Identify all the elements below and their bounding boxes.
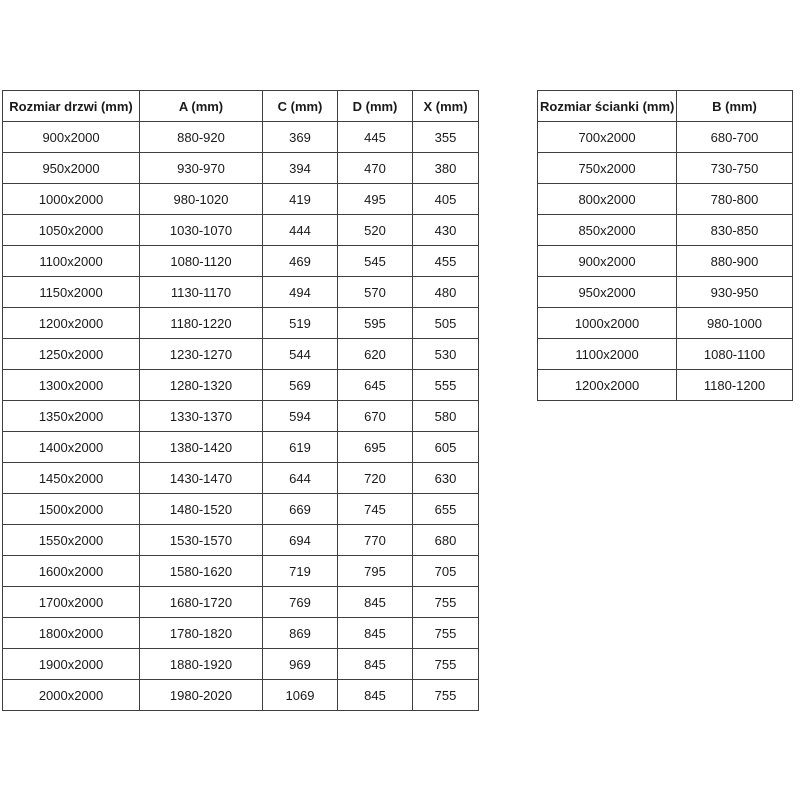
table-cell: 1980-2020: [140, 680, 263, 711]
table-cell: 880-900: [677, 246, 793, 277]
table-cell: 1430-1470: [140, 463, 263, 494]
table-cell: 630: [413, 463, 479, 494]
table-row: [3, 277, 479, 308]
header-row: [3, 91, 479, 122]
table-cell: 1880-1920: [140, 649, 263, 680]
table-row: [3, 401, 479, 432]
table-row: [538, 153, 793, 184]
table-row: [538, 277, 793, 308]
table-row: [3, 339, 479, 370]
table-cell: 755: [413, 618, 479, 649]
table-cell: 645: [338, 370, 413, 401]
table-cell: 580: [413, 401, 479, 432]
door-size-table: [2, 90, 479, 711]
table-cell: 730-750: [677, 153, 793, 184]
table-cell: 1100x2000: [538, 339, 677, 370]
table-row: [3, 649, 479, 680]
table-row: [3, 525, 479, 556]
table-cell: 470: [338, 153, 413, 184]
table-cell: 745: [338, 494, 413, 525]
table-row: [538, 339, 793, 370]
table-cell: 1380-1420: [140, 432, 263, 463]
table-cell: 755: [413, 587, 479, 618]
table-cell: 900x2000: [3, 122, 140, 153]
table-cell: 1100x2000: [3, 246, 140, 277]
column-header: Rozmiar ścianki (mm): [538, 91, 677, 122]
table-cell: 1550x2000: [3, 525, 140, 556]
table-cell: 520: [338, 215, 413, 246]
table-cell: 1400x2000: [3, 432, 140, 463]
column-header: X (mm): [413, 91, 479, 122]
table-cell: 1200x2000: [3, 308, 140, 339]
table-cell: 669: [263, 494, 338, 525]
table-cell: 1030-1070: [140, 215, 263, 246]
table-cell: 569: [263, 370, 338, 401]
table-cell: 1330-1370: [140, 401, 263, 432]
table-cell: 1530-1570: [140, 525, 263, 556]
table-cell: 695: [338, 432, 413, 463]
table-row: [3, 587, 479, 618]
table-row: [538, 122, 793, 153]
table-cell: 1130-1170: [140, 277, 263, 308]
table-cell: 1700x2000: [3, 587, 140, 618]
table-cell: 770: [338, 525, 413, 556]
table-cell: 480: [413, 277, 479, 308]
table-cell: 969: [263, 649, 338, 680]
table-cell: 495: [338, 184, 413, 215]
table-cell: 355: [413, 122, 479, 153]
column-header: Rozmiar drzwi (mm): [3, 91, 140, 122]
table-cell: 1050x2000: [3, 215, 140, 246]
table-cell: 1780-1820: [140, 618, 263, 649]
table-cell: 1300x2000: [3, 370, 140, 401]
table-cell: 755: [413, 680, 479, 711]
wall-size-table: [537, 90, 793, 401]
column-header: C (mm): [263, 91, 338, 122]
table-cell: 544: [263, 339, 338, 370]
table-cell: 950x2000: [3, 153, 140, 184]
table-row: [538, 370, 793, 401]
table-cell: 1350x2000: [3, 401, 140, 432]
table-cell: 705: [413, 556, 479, 587]
table-cell: 1500x2000: [3, 494, 140, 525]
table-cell: 1000x2000: [538, 308, 677, 339]
header-row: [538, 91, 793, 122]
table-row: [3, 246, 479, 277]
table-row: [3, 556, 479, 587]
table-cell: 1280-1320: [140, 370, 263, 401]
table-cell: 469: [263, 246, 338, 277]
table-row: [538, 246, 793, 277]
table-cell: 1200x2000: [538, 370, 677, 401]
table-cell: 755: [413, 649, 479, 680]
table-cell: 900x2000: [538, 246, 677, 277]
table-cell: 1000x2000: [3, 184, 140, 215]
table-cell: 719: [263, 556, 338, 587]
table-cell: 444: [263, 215, 338, 246]
table-cell: 619: [263, 432, 338, 463]
table-cell: 430: [413, 215, 479, 246]
column-header: B (mm): [677, 91, 793, 122]
table-cell: 455: [413, 246, 479, 277]
table-cell: 930-970: [140, 153, 263, 184]
table-cell: 930-950: [677, 277, 793, 308]
table-cell: 750x2000: [538, 153, 677, 184]
table-cell: 655: [413, 494, 479, 525]
table-row: [3, 432, 479, 463]
column-header: A (mm): [140, 91, 263, 122]
table-cell: 519: [263, 308, 338, 339]
table-cell: 694: [263, 525, 338, 556]
table-cell: 1450x2000: [3, 463, 140, 494]
table-cell: 1480-1520: [140, 494, 263, 525]
table-cell: 1150x2000: [3, 277, 140, 308]
table-cell: 644: [263, 463, 338, 494]
table-cell: 950x2000: [538, 277, 677, 308]
table-cell: 1680-1720: [140, 587, 263, 618]
table-cell: 445: [338, 122, 413, 153]
table-cell: 1180-1200: [677, 370, 793, 401]
table-cell: 620: [338, 339, 413, 370]
table-cell: 1900x2000: [3, 649, 140, 680]
table-cell: 845: [338, 587, 413, 618]
table-row: [3, 494, 479, 525]
table-cell: 419: [263, 184, 338, 215]
table-row: [3, 184, 479, 215]
table-cell: 530: [413, 339, 479, 370]
table-row: [3, 215, 479, 246]
table-cell: 405: [413, 184, 479, 215]
table-cell: 720: [338, 463, 413, 494]
table-cell: 394: [263, 153, 338, 184]
table-cell: 980-1000: [677, 308, 793, 339]
table-row: [538, 215, 793, 246]
table-cell: 880-920: [140, 122, 263, 153]
table-cell: 595: [338, 308, 413, 339]
table-cell: 850x2000: [538, 215, 677, 246]
table-row: [3, 153, 479, 184]
table-cell: 1250x2000: [3, 339, 140, 370]
table-row: [3, 370, 479, 401]
table-cell: 570: [338, 277, 413, 308]
table-cell: 380: [413, 153, 479, 184]
table-cell: 795: [338, 556, 413, 587]
table-cell: 1580-1620: [140, 556, 263, 587]
table-cell: 670: [338, 401, 413, 432]
table-cell: 369: [263, 122, 338, 153]
table-cell: 1080-1120: [140, 246, 263, 277]
table-cell: 1230-1270: [140, 339, 263, 370]
table-cell: 605: [413, 432, 479, 463]
table-row: [3, 618, 479, 649]
table-cell: 545: [338, 246, 413, 277]
table-row: [3, 463, 479, 494]
table-row: [3, 122, 479, 153]
column-header: D (mm): [338, 91, 413, 122]
table-cell: 869: [263, 618, 338, 649]
table-cell: 494: [263, 277, 338, 308]
table-cell: 2000x2000: [3, 680, 140, 711]
table-row: [3, 680, 479, 711]
table-cell: 680-700: [677, 122, 793, 153]
table-cell: 594: [263, 401, 338, 432]
table-cell: 830-850: [677, 215, 793, 246]
table-cell: 505: [413, 308, 479, 339]
table-cell: 780-800: [677, 184, 793, 215]
table-row: [538, 184, 793, 215]
table-cell: 680: [413, 525, 479, 556]
table-cell: 1180-1220: [140, 308, 263, 339]
table-cell: 1800x2000: [3, 618, 140, 649]
table-cell: 1080-1100: [677, 339, 793, 370]
table-cell: 700x2000: [538, 122, 677, 153]
table-row: [538, 308, 793, 339]
table-cell: 845: [338, 680, 413, 711]
table-cell: 555: [413, 370, 479, 401]
table-cell: 769: [263, 587, 338, 618]
table-cell: 1069: [263, 680, 338, 711]
table-cell: 800x2000: [538, 184, 677, 215]
table-cell: 1600x2000: [3, 556, 140, 587]
table-row: [3, 308, 479, 339]
table-cell: 845: [338, 649, 413, 680]
table-cell: 845: [338, 618, 413, 649]
table-cell: 980-1020: [140, 184, 263, 215]
